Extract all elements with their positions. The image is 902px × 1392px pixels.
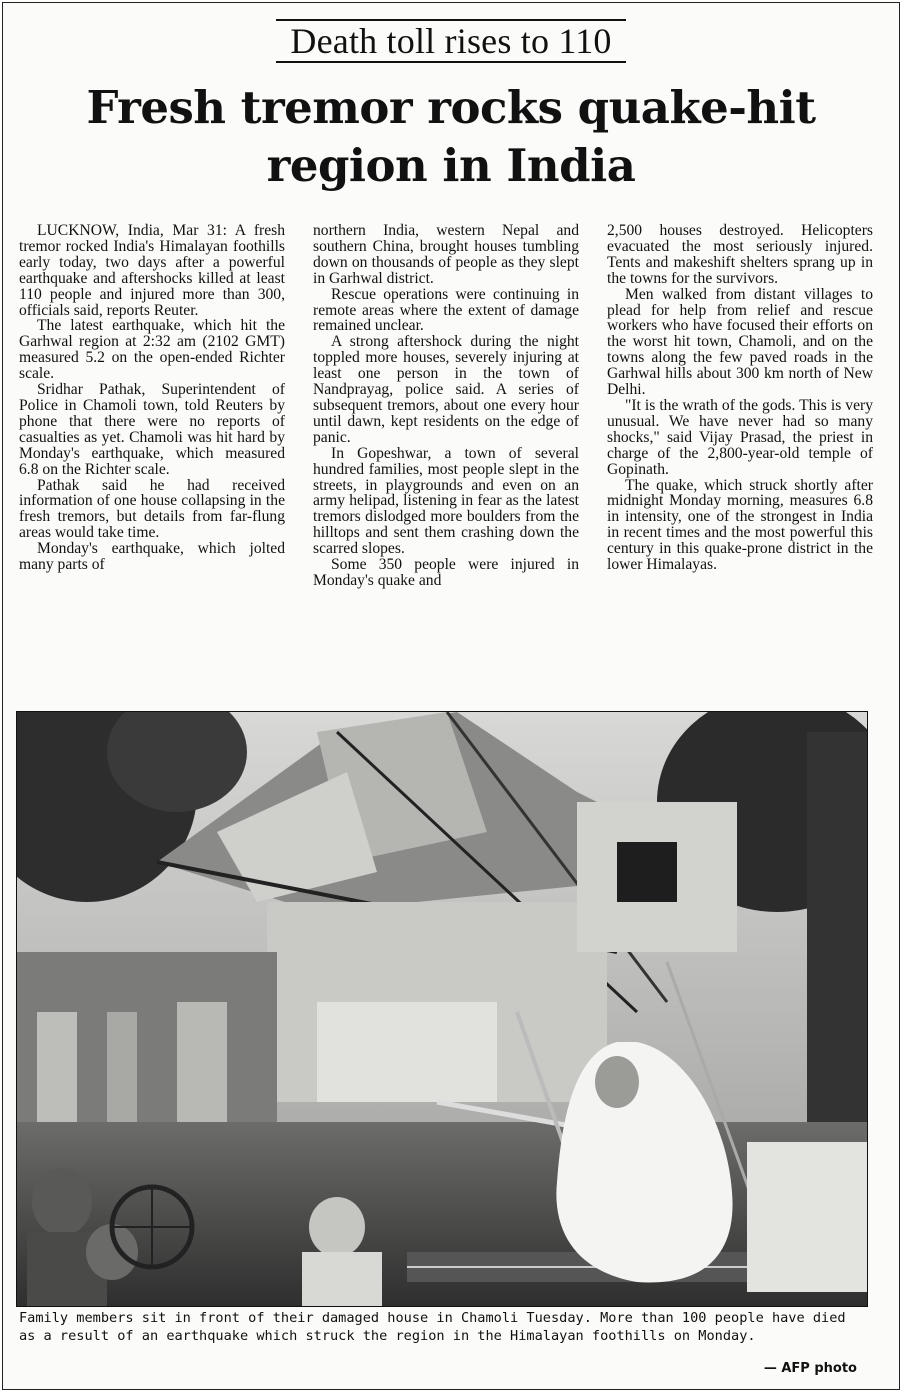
kicker-heading [3, 19, 899, 63]
column-2 [313, 223, 579, 709]
newspaper-clipping [2, 2, 900, 1390]
kicker-text: Death toll rises to 110 [276, 19, 625, 63]
paragraph: 2,500 houses destroyed. Helicopters evacuated the most seriously injured. Tents and makeshift shelters sprang up in the towns for the survivors. [607, 222, 873, 287]
paragraph: Some 350 people were injured in Monday's quake and [313, 556, 579, 589]
paragraph: Monday's earthquake, which jolted many parts of [19, 540, 285, 574]
paragraph: "It is the wrath of the gods. This is very unusual. We have never had so many shocks," said Vijay Prasad, the priest in charge of the 2,800-year-old temple of Gopinath. [607, 396, 873, 478]
headline [3, 79, 899, 195]
column-1 [19, 223, 285, 709]
column-3 [607, 223, 873, 709]
paragraph: The latest earthquake, which hit the Garhwal region at 2:32 am (2102 GMT) measured 5.2 on the open-ended Richter scale. [19, 317, 285, 383]
paragraph: In Gopeshwar, a town of several hundred families, most people slept in the streets, in playgrounds and even on an army helipad, listening in fear as the latest tremors dislodged more boulders from the hilltops and sent them crashing down the scarred slopes. [313, 444, 579, 558]
paragraph: northern India, western Nepal and southern China, brought houses tumbling down on thousands of people as they slept in Garhwal district. [313, 222, 579, 287]
paragraph: Rescue operations were continuing in remote areas where the extent of damage remained unclear. [313, 285, 579, 335]
news-photo [16, 711, 868, 1307]
paragraph: Men walked from distant villages to plead for help from relief and rescue workers who have focused their efforts on the worst hit town, Chamoli, and on the towns along the few paved roads in the Garhwal hills about 300 km north of New Delhi. [607, 285, 873, 399]
article-body [19, 223, 875, 709]
paragraph: Pathak said he had received information of one house collapsing in the fresh tremors, but details from far-flung areas would take time. [19, 476, 285, 542]
paragraph: Sridhar Pathak, Superintendent of Police in Chamoli town, told Reuters by phone that there were no reports of casualties as yet. Chamoli was hit hard by Monday's earthquake, which measured 6.8 on the Richter scale. [19, 381, 285, 478]
paragraph: A strong aftershock during the night toppled more houses, severely injuring at least one person in the town of Nandprayag, police said. A series of subsequent tremors, about one every hour until dawn, kept residents on the edge of panic. [313, 333, 579, 446]
damaged-house-photo [17, 712, 868, 1307]
headline-line-2: region in India [266, 139, 636, 192]
paragraph: LUCKNOW, India, Mar 31: A fresh tremor rocked India's Himalayan foothills early today, two days after a powerful earthquake and aftershocks killed at least 110 people and injured more than 300, officials said, reports Reuter. [19, 222, 285, 319]
paragraph: The quake, which struck shortly after midnight Monday morning, measures 6.8 in intensity, one of the strongest in India in recent times and the most powerful this century in this quake-prone district in the lower Himalayas. [607, 476, 873, 574]
photo-caption: Family members sit in front of their damaged house in Chamoli Tuesday. More than 100 people have died as a result of an earthquake which struck the region in the Himalayan foothills on Monday. [19, 1310, 846, 1344]
headline-line-1: Fresh tremor rocks quake-hit [86, 81, 816, 134]
photo-credit: — AFP photo [763, 1361, 857, 1376]
